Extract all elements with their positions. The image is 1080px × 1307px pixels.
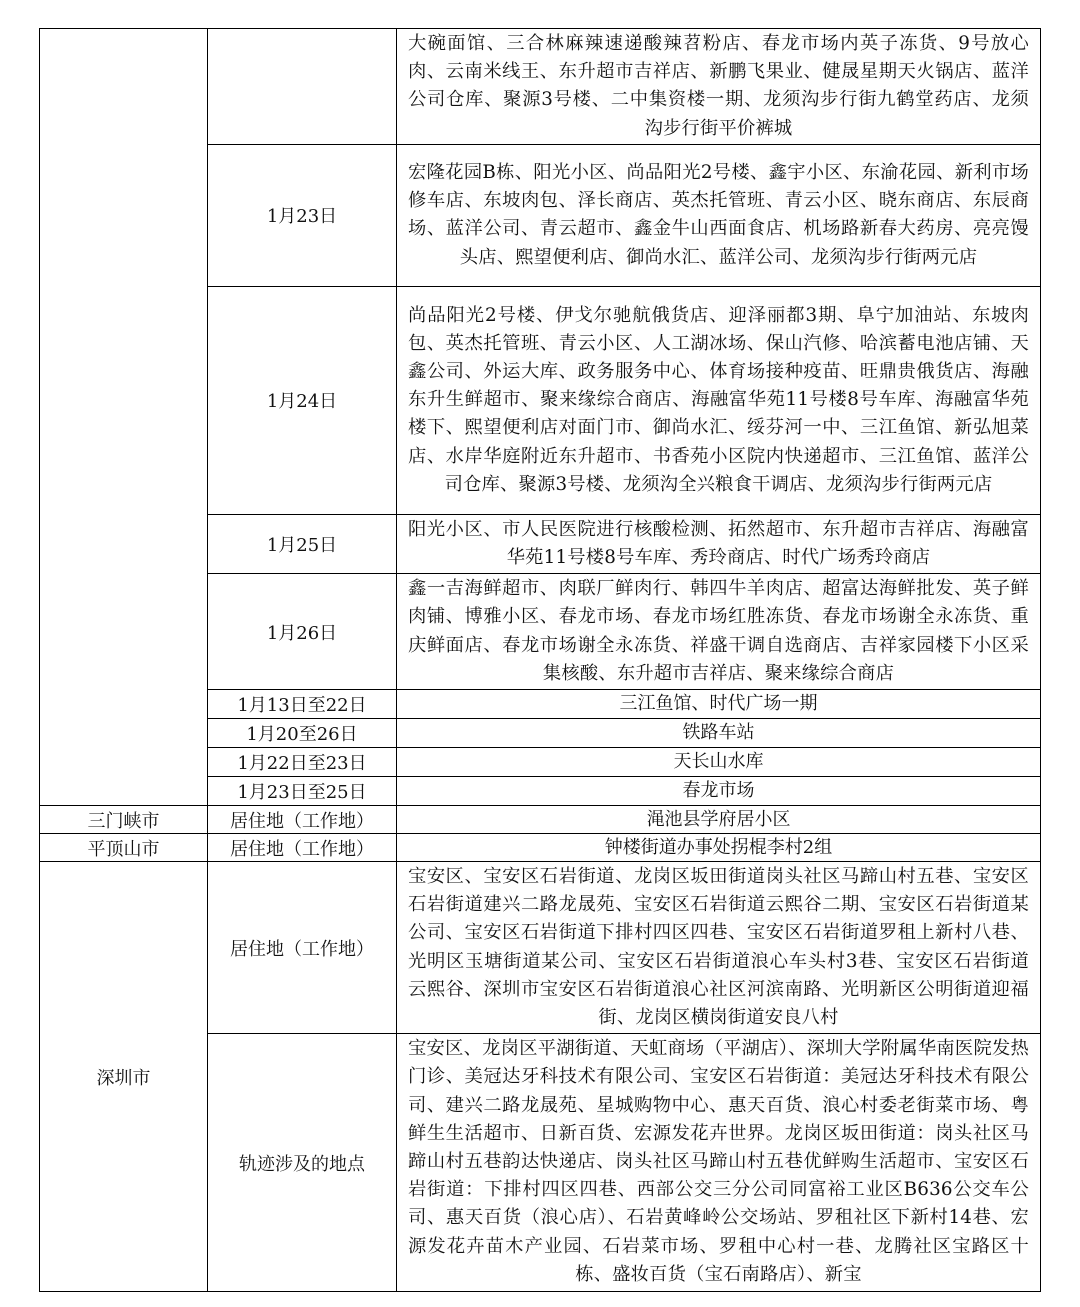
date-cell: 1月25日 xyxy=(208,514,397,573)
locations-text: 宝安区、龙岗区平湖街道、天虹商场（平湖店）、深圳大学附属华南医院发热门诊、美冠达牙科技术有限公司、宝安区石岩街道：美冠达牙科技术有限公司、建兴二路龙晟苑、星城购物中心、惠天百货、浪心村委老街菜市场、粤鲜生生活超市、日新百货、宏源发花卉世界。龙岗区坂田街道：岗头社区马蹄山村五巷韵达快递店、岗头社区马蹄山村五巷优鲜购生活超市、宝安区石岩街道：下排村四区四巷、西部公交三分公司同富裕工业区B636公交车公司、惠天百货（浪心店）、石岩黄峰岭公交场站、罗租社区下新村14巷、宏源发花卉苗木产业园、石岩菜市场、罗租中心村一巷、龙腾社区宝路区十栋、盛妆百货（宝石南路店）、新宝 xyxy=(408,1038,1029,1285)
date-cell: 1月13日至22日 xyxy=(208,690,397,719)
locations-cell: 鑫一吉海鲜超市、肉联厂鲜肉行、韩四牛羊肉店、超富达海鲜批发、英子鲜肉铺、博雅小区、春龙市场、春龙市场红胜冻货、春龙市场谢全永冻货、重庆鲜面店、春龙市场谢全永冻货、祥盛干调自选商店、吉祥家园楼下小区采集核酸、东升超市吉祥店、聚来缘综合商店 xyxy=(397,574,1041,690)
date-cell: 1月23日至25日 xyxy=(208,777,397,806)
city-cell: 平顶山市 xyxy=(40,834,208,862)
date-cell: 1月26日 xyxy=(208,574,397,690)
locations-cell: 大碗面馆、三合林麻辣速递酸辣苕粉店、春龙市场内英子冻货、9号放心肉、云南米线王、东升超市吉祥店、新鹏飞果业、健晟星期天火锅店、蓝洋公司仓库、聚源3号楼、二中集资楼一期、龙须沟步行街九鹤堂药店、龙须沟步行街平价裤城 xyxy=(397,29,1041,145)
type-cell: 轨迹涉及的地点 xyxy=(208,1034,397,1292)
type-cell: 居住地（工作地） xyxy=(208,806,397,834)
date-cell: 1月20至26日 xyxy=(208,719,397,748)
city-cell: 三门峡市 xyxy=(40,806,208,834)
epidemic-locations-table xyxy=(39,28,1041,1292)
city-cell: 深圳市 xyxy=(40,862,208,1292)
locations-cell: 天长山水库 xyxy=(397,748,1041,777)
locations-cell: 铁路车站 xyxy=(397,719,1041,748)
locations-cell: 渑池县学府居小区 xyxy=(397,806,1041,834)
city-cell xyxy=(40,29,208,806)
locations-cell: 宏隆花园B栋、阳光小区、尚品阳光2号楼、鑫宇小区、东渝花园、新利市场修车店、东坡肉包、泽长商店、英杰托管班、青云小区、晓东商店、东辰商场、蓝洋公司、青云超市、鑫金牛山西面食店、机场路新春大药房、亮亮馒头店、熙望便利店、御尚水汇、蓝洋公司、龙须沟步行街两元店 xyxy=(397,144,1041,286)
table-row xyxy=(40,806,1041,834)
locations-cell: 三江鱼馆、时代广场一期 xyxy=(397,690,1041,719)
locations-cell: 尚品阳光2号楼、伊戈尔驰航俄货店、迎泽丽都3期、阜宁加油站、东坡肉包、英杰托管班、青云小区、人工湖冰场、保山汽修、哈滨蓄电池店铺、天鑫公司、外运大库、政务服务中心、体育场接种疫苗、旺鼎贵俄货店、海融东升生鲜超市、聚来缘综合商店、海融富华苑11号楼8号车库、海融富华苑楼下、熙望便利店对面门市、御尚水汇、绥芬河一中、三江鱼馆、新弘旭菜店、水岸华庭附近东升超市、书香苑小区院内快递超市、三江鱼馆、蓝洋公司仓库、聚源3号楼、龙须沟全兴粮食干调店、龙须沟步行街两元店 xyxy=(397,286,1041,514)
locations-cell: 宝安区、宝安区石岩街道、龙岗区坂田街道岗头社区马蹄山村五巷、宝安区石岩街道建兴二路龙晟苑、宝安区石岩街道云熙谷二期、宝安区石岩街道某公司、宝安区石岩街道下排村四区四巷、宝安区石岩街道罗租上新村八巷、光明区玉塘街道某公司、宝安区石岩街道浪心车头村3巷、宝安区石岩街道云熙谷、深圳市宝安区石岩街道浪心社区河滨南路、光明新区公明街道迎福街、龙岗区横岗街道安良八村 xyxy=(397,862,1041,1034)
date-cell xyxy=(208,29,397,145)
type-cell: 居住地（工作地） xyxy=(208,834,397,862)
locations-cell xyxy=(397,1034,1041,1292)
locations-cell: 钟楼街道办事处拐棍李村2组 xyxy=(397,834,1041,862)
date-cell: 1月23日 xyxy=(208,144,397,286)
date-cell: 1月22日至23日 xyxy=(208,748,397,777)
locations-cell: 阳光小区、市人民医院进行核酸检测、拓然超市、东升超市吉祥店、海融富华苑11号楼8号车库、秀玲商店、时代广场秀玲商店 xyxy=(397,514,1041,573)
date-cell: 1月24日 xyxy=(208,286,397,514)
locations-cell: 春龙市场 xyxy=(397,777,1041,806)
table-row xyxy=(40,834,1041,862)
table-row xyxy=(40,29,1041,145)
table-row xyxy=(40,862,1041,1034)
type-cell: 居住地（工作地） xyxy=(208,862,397,1034)
